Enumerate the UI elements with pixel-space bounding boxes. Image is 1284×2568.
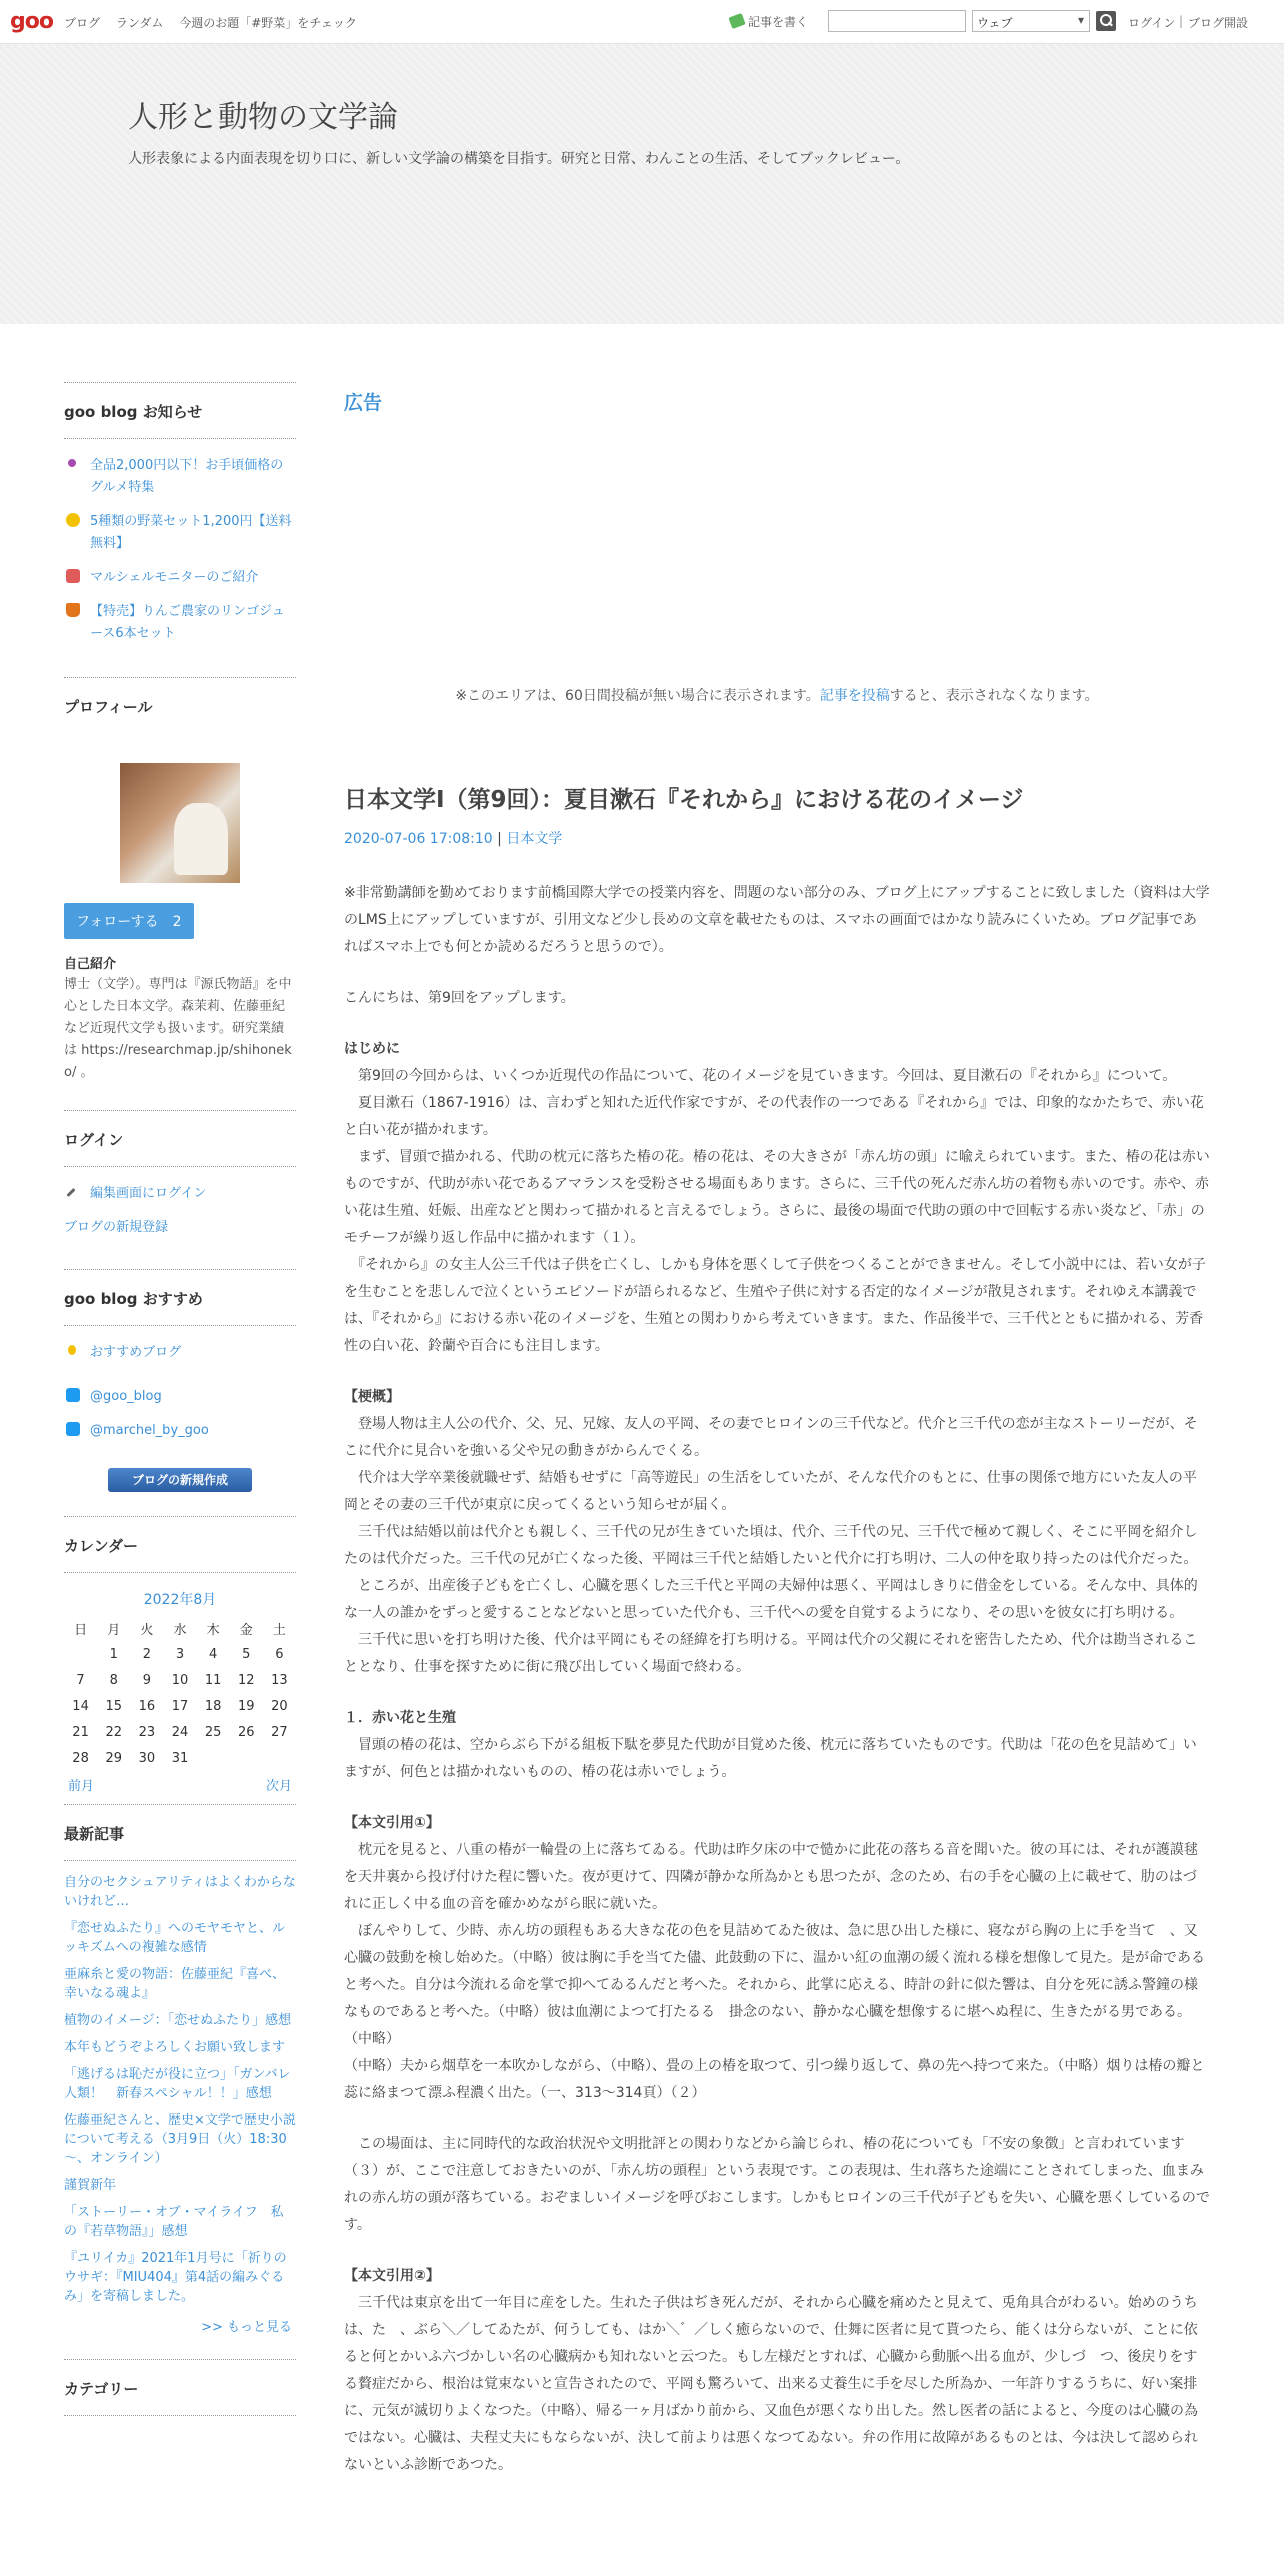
search-input[interactable] bbox=[828, 10, 966, 32]
quote-paragraph: ぼんやりして、少時、赤ん坊の頭程もある大きな花の色を見詰めてゐた彼は、急に思ひ出した様に、寝ながら胸の上に手を当て 、又心臓の鼓動を検し始めた。（中略）彼は胸に手を当てた儘、此鼓動の下に、温かい紅の血潮の緩く流れる様を想像して見た。是が命であると考へた。自分は今流れる命を掌で抑へてゐるんだと考へた。それから、此掌に応える、時計の針に似た響は、自分を死に誘ふ警鐘の様なものであると考へた。（中略）彼は血潮によつて打たるる 掛念のない、静かな心臓を想像するに堪へぬ程に、生きたがる男である。（中略） bbox=[344, 1923, 1205, 2047]
weekday: 日 bbox=[74, 1622, 88, 1638]
calendar-day: 22 bbox=[105, 1724, 122, 1740]
blog-header bbox=[0, 44, 1284, 324]
open-blog-link[interactable]: ブログ開設 bbox=[1188, 16, 1249, 30]
calendar-day: 2 bbox=[142, 1646, 151, 1662]
music-note-icon bbox=[68, 459, 76, 467]
category-title: カテゴリー bbox=[64, 2360, 296, 2416]
weekday: 水 bbox=[173, 1622, 187, 1638]
calendar-day: 31 bbox=[171, 1750, 189, 1766]
follow-button[interactable]: フォローする 2 bbox=[64, 903, 194, 939]
calendar-section bbox=[64, 1516, 296, 1804]
register-link[interactable]: ブログの新規登録 bbox=[64, 1220, 169, 1235]
calendar-day: 3 bbox=[175, 1646, 185, 1662]
pen-icon bbox=[66, 1188, 75, 1197]
post-paragraph: こんにちは、第9回をアップします。 bbox=[344, 990, 575, 1006]
top-link-weekly-topic[interactable]: 今週のお題「#野菜」をチェック bbox=[179, 16, 357, 30]
top-link-blog[interactable]: ブログ bbox=[64, 16, 101, 30]
search-scope-select[interactable] bbox=[972, 10, 1090, 32]
notice-text: 5種類の野菜セット1,200円【送料無料】 bbox=[90, 514, 292, 551]
post-paragraph: 登場人物は主人公の代介、父、兄、兄嫁、友人の平岡、その妻でヒロインの三千代など。代介と三千代の恋が主なストーリーだが、そこに代介に見合いを強いる父や兄の動きがからんでくる。 bbox=[344, 1416, 1198, 1459]
quote-paragraph: 枕元を見ると、八重の椿が一輪畳の上に落ちてゐる。代助は昨夕床の中で慥かに此花の落ちる音を聞いた。彼の耳には、それが護謨毬を天井裏から投げ付けた程に響いた。夜が更けて、四隣が静かな所為かとも思つたが、念のため、右の手を心臓の上に載せて、肋のはづれに正しく中る血の音を確かめながら眠に就いた。 bbox=[344, 1842, 1198, 1912]
weekday: 木 bbox=[206, 1622, 220, 1638]
post-paragraph: 代介は大学卒業後就職せず、結婚もせずに「高等遊民」の生活をしていたが、そんな代介のもとに、仕事の関係で地方にいた友人の平岡とその妻の三千代が東京に戻ってくるという知らせが届く。 bbox=[344, 1470, 1197, 1513]
section-heading: 【梗概】 bbox=[344, 1389, 400, 1405]
search-scope-value: ウェブ bbox=[977, 16, 1013, 30]
post-paragraph: 『それから』の女主人公三千代は子供を亡くし、しかも身体を悪くして子供をつくることができません。そして小説中には、若い女が子を生むことを悲しんで泣くというエピソードが語られるなど、生殖や子供に対する否定的なイメージが散見されます。それゆえ本講義では、『それから』における赤い花のイメージを、生殖との関わりから考えていきます。また、作品後半で、三千代とともに描かれる、芳香性の白い花、鈴蘭や百合にも注目します。 bbox=[344, 1257, 1206, 1354]
twitter-goo-blog-label: @goo_blog bbox=[90, 1389, 162, 1404]
calendar-day: 14 bbox=[72, 1698, 89, 1714]
category-section bbox=[64, 2359, 296, 2416]
post-paragraph: ※非常勤講師を勤めております前橋国際大学での授業内容を、問題のない部分のみ、ブログ上にアップすることに致しました（資料は大学のLMS上にアップしていますが、引用文など少し長めの文章を載せたものは、スマホの画面ではかなり読みにくいため。ブログ記事であればスマホ上でも何とか読めるだろうと思うので）。 bbox=[344, 885, 1210, 955]
notice-item[interactable] bbox=[64, 595, 296, 651]
self-intro-title: 自己紹介 bbox=[64, 957, 117, 972]
goo-logo[interactable]: goo bbox=[10, 9, 53, 34]
calendar-day: 29 bbox=[105, 1750, 122, 1766]
twitter-marchel-link[interactable] bbox=[64, 1414, 296, 1448]
more-link[interactable]: >> もっと見る bbox=[201, 2320, 292, 2335]
recommend-blog-label: おすすめブログ bbox=[90, 1345, 182, 1360]
notice-text: 【特売】りんご農家のリンゴジュース6本セット bbox=[90, 604, 285, 641]
quote-paragraph: 三千代は東京を出て一年目に産をした。生れた子供はぢき死んだが、それから心臓を痛めたと見えて、兎角具合がわるい。始めのうちは、た 、ぶら＼／してゐたが、何うしても、はか＼゛／しく癒らないので、仕舞に医者に見て貰つたら、能くは分らないが、ことに依ると何とかいふ六づかしい名の心臓病かも知れないと云つた。もし左様だとすれば、心臓から動脈へ出る血が、少しづ つ、後戻りをする贅症だから、根治は覚束ないと宣告されたので、平岡も驚ろいて、出来る丈養生に手を尽した所為か、一年許りするうちに、好い案排に、元気が滅切りよくなつた。（中略）、帰る一ヶ月ばかり前から、又血色が悪くなり出した。然し医者の話によると、今度のは心臓の為ではない。心臓は、夫程丈夫にもならないが、決して前よりは悪くなつてゐない。弁の作用に故障があるものとは、今は決して認められないといふ診断であつた。 bbox=[344, 2295, 1198, 2473]
notice-section bbox=[64, 382, 296, 651]
self-intro-text: 博士（文学）。専門は『源氏物語』を中心とした日本文学。森茉莉、佐藤亜紀など近現代文学も扱います。研究業績は https://researchmap.jp/shihoneko/ 。 bbox=[64, 977, 292, 1080]
top-links bbox=[64, 14, 369, 31]
post-paragraph: この場面は、主に同時代的な政治状況や文明批評との関わりなどから論じられ、椿の花についても「不安の象徴」と言われています（３）が、ここで注意しておきたいのが、「赤ん坊の頭程」という表現です。この表現は、生れ落ちた途端にことされてしまった、血まみれの赤ん坊の頭が落ちている。おぞましいイメージを呼びおこします。しかもヒロインの三千代が子どもを失い、心臓を悪くしているのです。 bbox=[344, 2136, 1210, 2233]
calendar-day: 19 bbox=[238, 1698, 255, 1714]
post-paragraph: 三千代は結婚以前は代介とも親しく、三千代の兄が生きていた頃は、代介、三千代の兄、三千代で極めて親しく、そこに平岡を紹介したのは代介だった。三千代の兄が亡くなった後、平岡は三千代と結婚したいと代介に打ち明け、二人の仲を取り持ったのは代介だった。 bbox=[344, 1524, 1198, 1567]
calendar-day: 7 bbox=[76, 1672, 85, 1688]
post-title[interactable]: 日本文学Ⅰ（第9回）：夏目漱石『それから』における花のイメージ bbox=[344, 787, 1024, 813]
recent-item[interactable]: 『恋せぬふたり』へのモヤモヤと、ルッキズムへの複雑な感情 bbox=[64, 1921, 286, 1955]
notice-text: マルシェルモニターのご紹介 bbox=[90, 570, 259, 585]
blog-title[interactable]: 人形と動物の文学論 bbox=[128, 100, 398, 135]
notice-item[interactable] bbox=[64, 449, 296, 505]
top-bar bbox=[0, 0, 1284, 44]
post-paragraph: 三千代に思いを打ち明けた後、代介は平岡にもその経緯を打ち明ける。平岡は代介の父親にそれを密告したため、代介は勘当されることとなり、仕事を探すために街に飛び出していく場面で終わる。 bbox=[344, 1632, 1198, 1675]
weekday: 月 bbox=[107, 1622, 121, 1638]
calendar-day: 16 bbox=[138, 1698, 156, 1714]
calendar-weekday-row bbox=[64, 1615, 296, 1641]
recent-item[interactable]: 植物のイメージ：「恋せぬふたり」感想 bbox=[64, 2013, 292, 2028]
ad-title: 広告 bbox=[344, 392, 383, 414]
calendar-day: 15 bbox=[105, 1698, 122, 1714]
recent-item[interactable]: 「ストーリー・オブ・マイライフ 私の『若草物語』」感想 bbox=[64, 2205, 284, 2239]
post-paragraph: 冒頭の椿の花は、空からぶら下がる組板下駄を夢見た代助が目覚めた後、枕元に落ちていたものです。代助は「花の色を見詰めて」いますが、何色とは描かれないものの、椿の花は赤いでしょう。 bbox=[344, 1737, 1197, 1780]
profile-photo[interactable] bbox=[120, 763, 240, 883]
post-article-link[interactable]: 記事を投稿 bbox=[819, 688, 890, 704]
calendar-month[interactable]: 2022年8月 bbox=[143, 1592, 217, 1608]
calendar bbox=[64, 1583, 296, 1804]
ad-note-text: ※このエリアは、60日間投稿が無い場合に表示されます。 bbox=[455, 688, 820, 704]
edit-login-link[interactable] bbox=[64, 1177, 296, 1211]
calendar-day: 17 bbox=[171, 1698, 189, 1714]
write-article-label: 記事を書く bbox=[748, 15, 809, 29]
calendar-next-link[interactable]: 次月 bbox=[265, 1779, 292, 1794]
twitter-icon bbox=[66, 1388, 80, 1402]
calendar-day: 26 bbox=[238, 1724, 255, 1740]
recent-item[interactable]: 佐藤亜紀さんと、歴史×文学で歴史小説について考える（3月9日（火）18:30～、オンライン） bbox=[64, 2113, 296, 2166]
calendar-prev-link[interactable]: 前月 bbox=[68, 1779, 95, 1794]
juice-icon bbox=[66, 603, 80, 617]
calendar-week bbox=[64, 1719, 296, 1745]
recent-item[interactable]: 「逃げるは恥だが役に立つ」「ガンバレ人類！ 新春スペシャル！！」感想 bbox=[64, 2067, 291, 2101]
calendar-week bbox=[64, 1693, 296, 1719]
calendar-day: 13 bbox=[271, 1672, 288, 1688]
recommend-section bbox=[64, 1269, 296, 1492]
recent-item[interactable]: 『ユリイカ』2021年1月号に「祈りのウサギ：『MIU404』第4話の編みぐるみ」を寄稿しました。 bbox=[64, 2251, 287, 2304]
calendar-week bbox=[64, 1641, 296, 1667]
edit-login-label: 編集画面にログイン bbox=[90, 1186, 207, 1201]
grid-icon bbox=[66, 569, 80, 583]
calendar-week bbox=[64, 1667, 296, 1693]
quote-heading: 【本文引用②】 bbox=[344, 2268, 440, 2284]
calendar-day: 18 bbox=[204, 1698, 222, 1714]
meta-separator: | bbox=[497, 831, 502, 847]
recent-title: 最新記事 bbox=[64, 1805, 296, 1861]
notice-text: 全品2,000円以下！お手頃価格のグルメ特集 bbox=[90, 458, 284, 495]
profile-section bbox=[64, 677, 296, 1084]
quote-heading: 【本文引用①】 bbox=[344, 1815, 440, 1831]
quote-paragraph: （中略）夫から烟草を一本吹かしながら、（中略）、畳の上の椿を取つて、引つ繰り返して、鼻の先へ持つて来た。（中略）烟りは椿の瓣と蕊に絡まつて漂ふ程濃く出た。（一、313～314頁）（２） bbox=[344, 2058, 1205, 2101]
calendar-day: 30 bbox=[138, 1750, 156, 1766]
calendar-day: 8 bbox=[109, 1672, 118, 1688]
post-category-link[interactable]: 日本文学 bbox=[506, 831, 563, 847]
twitter-marchel-label: @marchel_by_goo bbox=[90, 1423, 209, 1438]
weekday: 金 bbox=[239, 1622, 253, 1638]
sidebar bbox=[64, 382, 296, 2416]
pencil-icon bbox=[728, 13, 745, 29]
weekday: 土 bbox=[272, 1622, 286, 1638]
profile-title: プロフィール bbox=[64, 698, 153, 716]
twitter-icon bbox=[66, 1422, 80, 1436]
write-article-button[interactable] bbox=[730, 13, 808, 30]
bulb-icon bbox=[68, 1345, 76, 1355]
recent-item[interactable]: 亜麻糸と愛の物語：佐藤亜紀『喜べ、幸いなる魂よ』 bbox=[64, 1967, 286, 2001]
login-link[interactable]: ログイン bbox=[1128, 16, 1176, 30]
recent-item[interactable]: 本年もどうぞよろしくお願い致します bbox=[64, 2040, 286, 2055]
calendar-day bbox=[263, 1745, 296, 1771]
notice-item[interactable] bbox=[64, 561, 296, 595]
calendar-day: 12 bbox=[238, 1672, 255, 1688]
topbar-separator: | bbox=[1179, 14, 1184, 28]
calendar-day: 11 bbox=[204, 1672, 222, 1688]
calendar-day: 21 bbox=[72, 1724, 89, 1740]
main-content bbox=[344, 382, 1210, 2479]
calendar-day: 20 bbox=[271, 1698, 288, 1714]
calendar-day bbox=[64, 1641, 97, 1667]
recommend-title: goo blog おすすめ bbox=[64, 1270, 296, 1326]
calendar-day: 1 bbox=[109, 1646, 118, 1662]
post-meta bbox=[344, 828, 1210, 848]
top-link-random[interactable]: ランダム bbox=[115, 16, 164, 30]
calendar-day: 10 bbox=[171, 1672, 189, 1688]
recommend-blog-link[interactable] bbox=[64, 1336, 296, 1370]
weekday: 火 bbox=[140, 1622, 154, 1638]
notice-list bbox=[64, 439, 296, 651]
recent-section bbox=[64, 1804, 296, 2359]
blog-description: 人形表象による内面表現を切り口に、新しい文学論の構築を目指す。研究と日常、わんことの生活、そしてブックレビュー。 bbox=[128, 151, 910, 167]
ad-note bbox=[344, 685, 1210, 705]
calendar-day bbox=[197, 1745, 230, 1771]
section-heading: １．赤い花と生殖 bbox=[344, 1710, 456, 1726]
post-paragraph: 夏目漱石（1867-1916）は、言わずと知れた近代作家ですが、その代表作の一つである『それから』では、印象的なかたちで、赤い花と白い花が描かれます。 bbox=[344, 1095, 1204, 1138]
notice-title: goo blog お知らせ bbox=[64, 383, 296, 439]
calendar-week bbox=[64, 1745, 296, 1771]
twitter-goo-blog-link[interactable] bbox=[64, 1380, 296, 1414]
calendar-day: 24 bbox=[171, 1724, 189, 1740]
post-body bbox=[344, 880, 1210, 2479]
post-date: 2020-07-06 17:08:10 bbox=[344, 831, 493, 847]
recent-list bbox=[64, 1861, 296, 2310]
search-icon[interactable] bbox=[1096, 11, 1116, 31]
calendar-day: 5 bbox=[242, 1646, 251, 1662]
calendar-day: 4 bbox=[208, 1646, 218, 1662]
recent-item[interactable]: 謹賀新年 bbox=[64, 2178, 117, 2193]
login-title: ログイン bbox=[64, 1111, 296, 1167]
create-blog-button[interactable]: ブログの新規作成 bbox=[108, 1468, 252, 1492]
login-section bbox=[64, 1110, 296, 1245]
recommend-list bbox=[64, 1326, 296, 1448]
login-list bbox=[64, 1167, 296, 1245]
calendar-day: 28 bbox=[72, 1750, 89, 1766]
calendar-title: カレンダー bbox=[64, 1517, 296, 1573]
sun-icon bbox=[66, 513, 80, 527]
post-paragraph: ところが、出産後子どもを亡くし、心臓を悪くした三千代と平岡の夫婦仲は悪く、平岡はしきりに借金をしている。そんな中、具体的な一人の誰かをずっと愛することなどないと思っていた代介も、三千代への愛を自覚するようになり、その思いを彼女に打ち明ける。 bbox=[344, 1578, 1198, 1621]
calendar-day bbox=[230, 1745, 263, 1771]
ad-note-text: すると、表示されなくなります。 bbox=[889, 688, 1099, 704]
recent-item[interactable]: 自分のセクシュアリティはよくわからないけれど… bbox=[64, 1875, 296, 1909]
calendar-day: 25 bbox=[204, 1724, 222, 1740]
calendar-nav bbox=[64, 1771, 296, 1804]
post-paragraph: まず、冒頭で描かれる、代助の枕元に落ちた椿の花。椿の花は、その大きさが「赤ん坊の頭」に喩えられています。また、椿の花は赤いものですが、代助が赤い花であるアマランスを受粉させる場面もあります。さらに、三千代の死んだ赤ん坊の着物も赤いのです。赤や、赤い花は生殖、妊娠、出産などと関わって描かれると言えるでしょう。さらに、最後の場面で代助の頭の中で回転する赤い炎など、「赤」のモチーフが繰り返し作品中に描かれます（１）。 bbox=[344, 1149, 1210, 1246]
calendar-table bbox=[64, 1615, 296, 1771]
section-heading: はじめに bbox=[344, 1041, 400, 1057]
calendar-day: 9 bbox=[142, 1672, 151, 1688]
calendar-day: 27 bbox=[271, 1724, 288, 1740]
notice-item[interactable] bbox=[64, 505, 296, 561]
post-paragraph: 第9回の今回からは、いくつか近現代の作品について、花のイメージを見ていきます。今回は、夏目漱石の『それから』について。 bbox=[344, 1068, 1177, 1084]
calendar-day: 23 bbox=[138, 1724, 156, 1740]
calendar-day: 6 bbox=[275, 1646, 284, 1662]
